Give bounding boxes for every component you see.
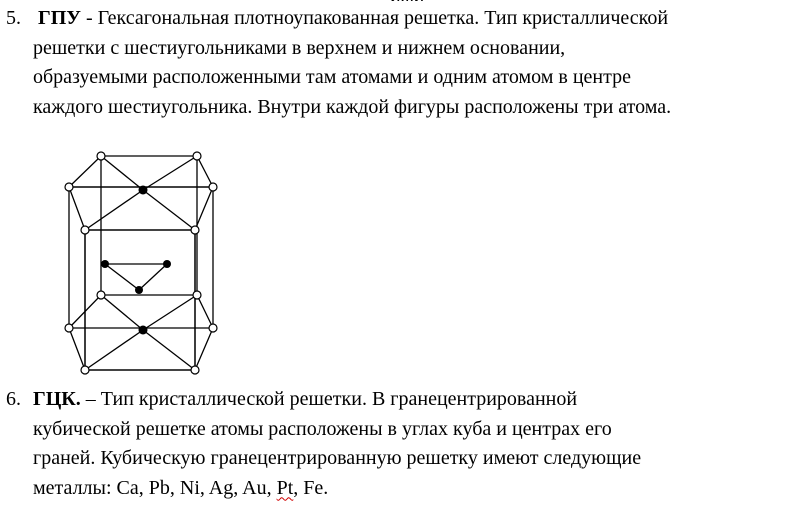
list-number: 6. — [6, 388, 21, 410]
atom-open — [81, 366, 89, 374]
metal-separator: , — [138, 476, 149, 499]
metal-symbol: Au — [242, 476, 267, 499]
atom-open — [81, 226, 89, 234]
atom-filled — [163, 260, 171, 268]
metals-list — [117, 477, 329, 499]
metal-symbol: Fe — [303, 476, 324, 499]
atom-open — [97, 152, 105, 160]
metal-separator: , — [293, 476, 304, 499]
definition-line: кубической решетке атомы расположены в углах куба и центрах его — [33, 417, 612, 440]
definition-line: - Гексагональная плотноупакованная решетка. Тип кристаллической — [80, 7, 669, 29]
atom-open — [191, 366, 199, 374]
atom-open — [65, 324, 73, 332]
definition-line: решетки с шестиугольниками в верхнем и нижнем основании, — [33, 36, 566, 59]
metals-prefix: металлы: — [33, 476, 117, 499]
metal-separator: , — [169, 476, 180, 499]
atom-open — [191, 226, 199, 234]
metal-separator: . — [323, 476, 329, 499]
atom-filled — [101, 260, 109, 268]
hcp-lattice-diagram — [55, 140, 230, 380]
atom-filled — [139, 326, 148, 335]
metal-separator: , — [266, 476, 277, 499]
metal-symbol: Pb — [148, 476, 170, 499]
term-hcp: ГПУ — [38, 7, 81, 29]
metal-symbol: Ca — [116, 476, 139, 499]
lattice-atoms — [65, 152, 217, 374]
atom-open — [193, 152, 201, 160]
metal-separator: , — [233, 476, 243, 499]
atom-open — [97, 291, 105, 299]
definition-line: каждого шестиугольника. Внутри каждой фигуры расположены три атома. — [33, 95, 672, 118]
metals-line — [33, 474, 785, 504]
definition-line: – Тип кристаллической решетки. В гранецентрированной — [80, 388, 578, 410]
atom-open — [209, 324, 217, 332]
metal-symbol: Ni — [179, 476, 200, 499]
atom-open — [193, 291, 201, 299]
definition-line: образуемыми расположенными там атомами и одним атомом в центре — [33, 66, 631, 88]
atom-open — [209, 183, 217, 191]
atom-open — [65, 183, 73, 191]
list-item-text — [33, 385, 785, 503]
list-number: 5. — [6, 7, 21, 29]
metal-symbol: Ag — [208, 476, 234, 499]
metal-separator: , — [199, 476, 209, 499]
term-fcc: ГЦК. — [33, 388, 81, 410]
metal-symbol: Pt — [276, 476, 294, 499]
atom-filled — [139, 186, 148, 195]
definition-line: граней. Кубическую гранецентрированную решетку имеют следующие — [33, 447, 642, 469]
atom-filled — [135, 286, 143, 294]
list-item-text — [33, 4, 785, 122]
cut-off-heading-fragment — [390, 0, 460, 1]
